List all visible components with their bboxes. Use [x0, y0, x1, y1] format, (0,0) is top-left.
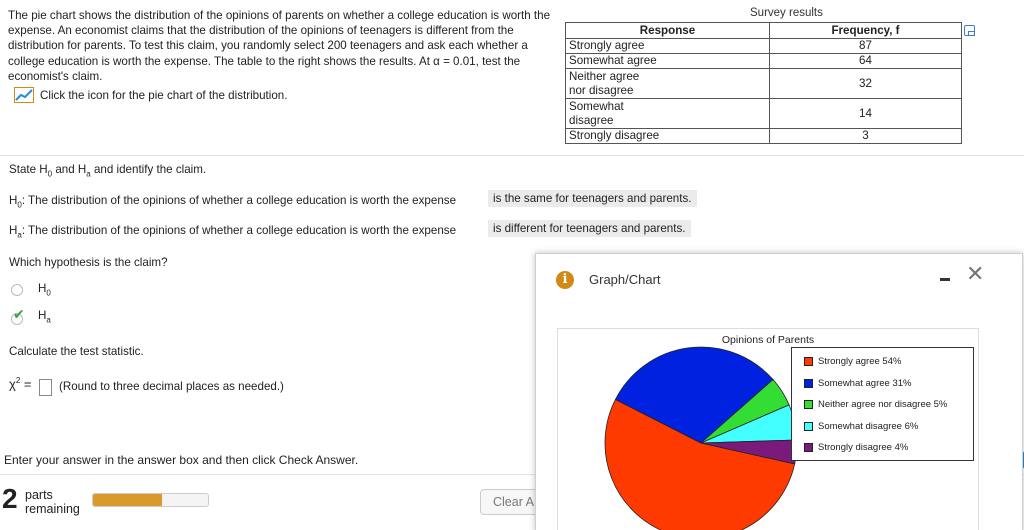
response-text: Neither agree nor disagree [569, 69, 640, 97]
info-icon: i [556, 271, 574, 289]
legend-label: Neither agree nor disagree 5% [818, 399, 948, 410]
chi-square-symbol: $\chi^2$ = [9, 376, 32, 392]
response-cell: Strongly disagree [566, 129, 770, 144]
popup-title: Graph/Chart [589, 272, 661, 287]
parts-label-line2: remaining [25, 502, 80, 516]
graph-chart-popup [535, 253, 1023, 530]
copy-icon[interactable] [964, 25, 975, 36]
radio-h0[interactable] [11, 284, 23, 296]
legend-swatch [804, 422, 813, 431]
legend-label: Strongly agree 54% [818, 356, 902, 367]
state-hypotheses-prompt: State $H_0$ and $H_a$ and identify the claim. [9, 163, 207, 179]
ha-answer[interactable]: is different for teenagers and parents. [488, 220, 691, 237]
clear-all-button[interactable]: Clear A [480, 489, 540, 515]
close-icon[interactable]: ✕ [966, 261, 985, 286]
parts-count: 2 [2, 483, 18, 514]
parts-label-line1: parts [25, 488, 53, 502]
h0-answer[interactable]: is the same for teenagers and parents. [488, 190, 697, 207]
chart-title: Opinions of Parents [721, 334, 815, 346]
response-text: Somewhat disagree [569, 99, 624, 127]
legend-item [804, 421, 918, 432]
frequency-cell: 14 [770, 99, 962, 129]
pie-chart-link[interactable] [14, 87, 287, 103]
which-claim-prompt: Which hypothesis is the claim? [9, 256, 168, 269]
frequency-cell: 32 [770, 69, 962, 99]
calc-prompt: Calculate the test statistic. [9, 345, 144, 358]
h0-statement: $H_0$: The distribution of the opinions of whether a college education is worth the expense [9, 194, 457, 210]
table-row [566, 39, 962, 54]
minimize-icon[interactable] [940, 278, 950, 281]
chart-icon[interactable] [14, 87, 34, 103]
legend-swatch [804, 400, 813, 409]
progress-fill [93, 494, 162, 506]
problem-statement: The pie chart shows the distribution of the opinions of parents on whether a college education is worth the expense. An economist claims that the distribution of the opinions of teenagers is different from the distribution for parents. To test this claim, you randomly select 200 teenagers and ask each whether a college education is worth the expense. The table to the right shows the results. At α = 0.01, test the economist's claim. [8, 9, 551, 83]
table-row [566, 69, 962, 99]
chi-square-input[interactable] [39, 379, 52, 396]
ha-text: : The distribution of the opinions of whether a college education is worth the expense [21, 224, 457, 237]
legend-swatch [804, 379, 813, 388]
frequency-cell: 64 [770, 54, 962, 69]
survey-title: Survey results [750, 7, 823, 19]
header-response: Response [566, 23, 770, 39]
table-row [566, 99, 962, 129]
popup-header [536, 254, 1022, 304]
chart-legend [791, 347, 974, 461]
pie-chart [604, 345, 804, 530]
chart-frame [557, 328, 979, 530]
h0-text: : The distribution of the opinions of whether a college education is worth the expense [21, 194, 457, 207]
legend-swatch [804, 357, 813, 366]
option-ha: $H_a$ [38, 309, 51, 325]
progress-bar [92, 493, 209, 507]
legend-label: Somewhat disagree 6% [818, 420, 919, 432]
frequency-cell: 3 [770, 129, 962, 144]
response-cell [566, 69, 770, 99]
ha-statement: $H_a$: The distribution of the opinions of whether a college education is worth the expense [9, 224, 457, 240]
divider [0, 155, 1024, 156]
response-cell: Strongly agree [566, 39, 770, 54]
table-row [566, 54, 962, 69]
header-frequency: Frequency, f [770, 23, 962, 39]
response-cell: Somewhat agree [566, 54, 770, 69]
option-h0: $H_0$ [38, 282, 51, 298]
instruction: Enter your answer in the answer box and then click Check Answer. [4, 453, 359, 467]
frequency-cell: 87 [770, 39, 962, 54]
table-row [566, 129, 962, 144]
legend-item [804, 442, 908, 453]
legend-swatch [804, 443, 813, 452]
legend-label: Strongly disagree 4% [818, 442, 909, 453]
legend-item [804, 399, 947, 410]
legend-item [804, 356, 901, 367]
checkmark-icon: ✔ [13, 306, 25, 322]
legend-item [804, 378, 911, 389]
response-cell [566, 99, 770, 129]
pie-link-text[interactable]: Click the icon for the pie chart of the distribution. [40, 88, 288, 102]
legend-label: Somewhat agree 31% [818, 377, 912, 389]
parts-label [25, 488, 80, 516]
survey-table [565, 22, 962, 144]
round-hint: (Round to three decimal places as needed.) [59, 380, 284, 393]
